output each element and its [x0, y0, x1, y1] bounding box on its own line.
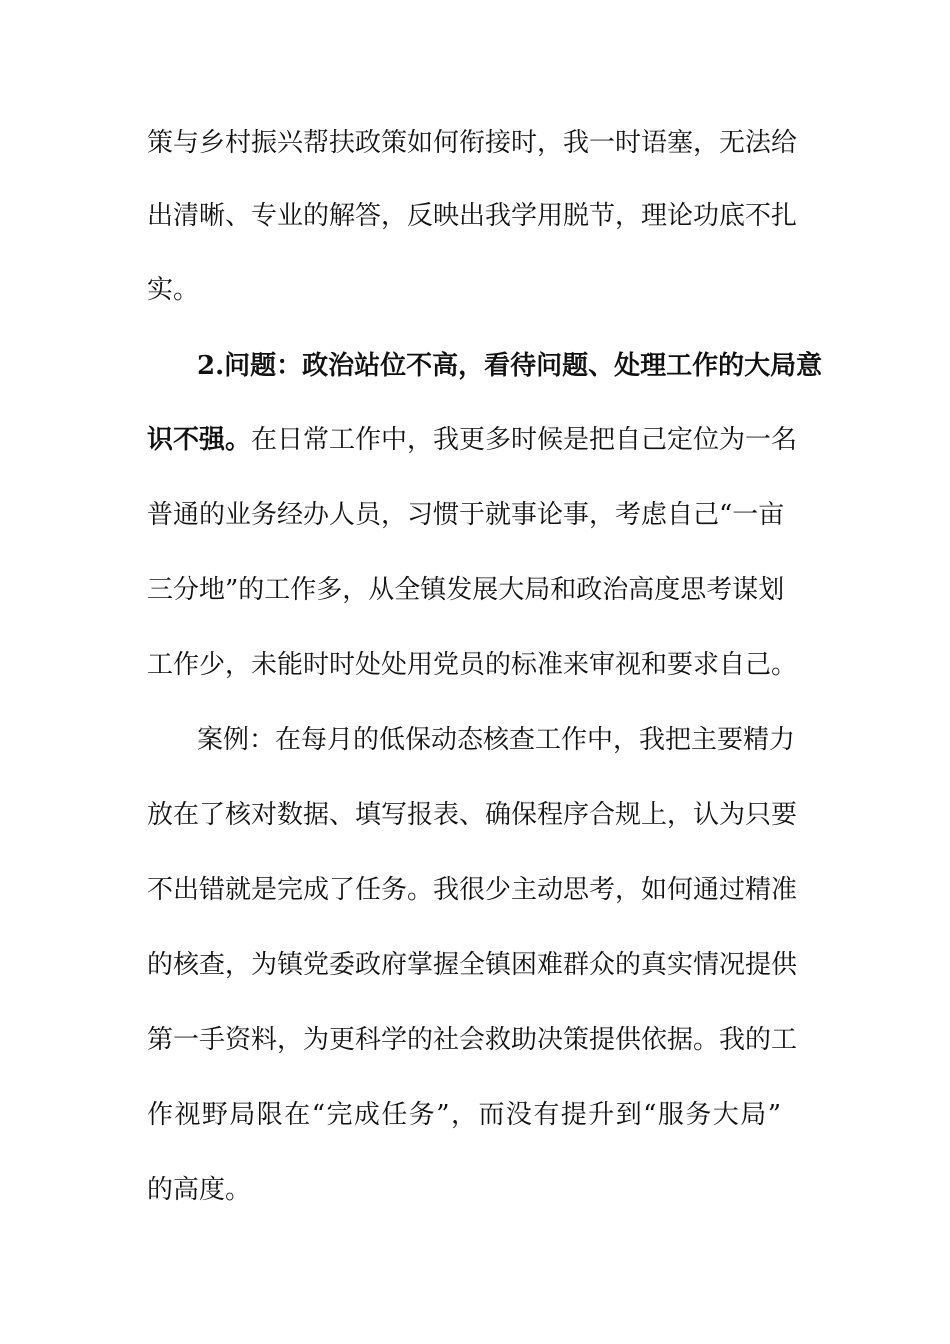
section-heading-end: 识不强。 — [147, 425, 252, 455]
text-line: 第一手资料，为更科学的社会救助决策提供依据。我的工 — [147, 1025, 798, 1055]
text-run: 在日常工作中，我更多时候是把自己定位为一名 — [251, 425, 798, 455]
text-line: 作视野局限在“完成任务”，而没有提升到“服务大局” — [147, 1100, 781, 1130]
text-line: 策与乡村振兴帮扶政策如何衔接时，我一时语塞，无法给 — [147, 128, 798, 158]
text-line: 出清晰、专业的解答，反映出我学用脱节，理论功底不扎 — [147, 201, 798, 231]
text-line: 实。 — [147, 275, 200, 305]
section-heading: 2.问题：政治站位不高，看待问题、处理工作的大局意 — [197, 351, 823, 381]
text-line: 案例：在每月的低保动态核查工作中，我把主要精力 — [197, 725, 796, 755]
text-line: 不出错就是完成了任务。我很少主动思考，如何通过精准 — [147, 875, 798, 905]
text-line: 的高度。 — [147, 1175, 252, 1205]
text-line: 普通的业务经办人员，习惯于就事论事，考虑自己“一亩 — [147, 500, 785, 530]
text-line — [147, 423, 798, 457]
text-line: 工作少，未能时时处处用党员的标准来审视和要求自己。 — [147, 650, 798, 680]
text-line: 三分地”的工作多，从全镇发展大局和政治高度思考谋划 — [147, 575, 785, 605]
text-line: 放在了核对数据、填写报表、确保程序合规上，认为只要 — [147, 800, 798, 830]
text-line: 的核查，为镇党委政府掌握全镇困难群众的真实情况提供 — [147, 950, 798, 980]
